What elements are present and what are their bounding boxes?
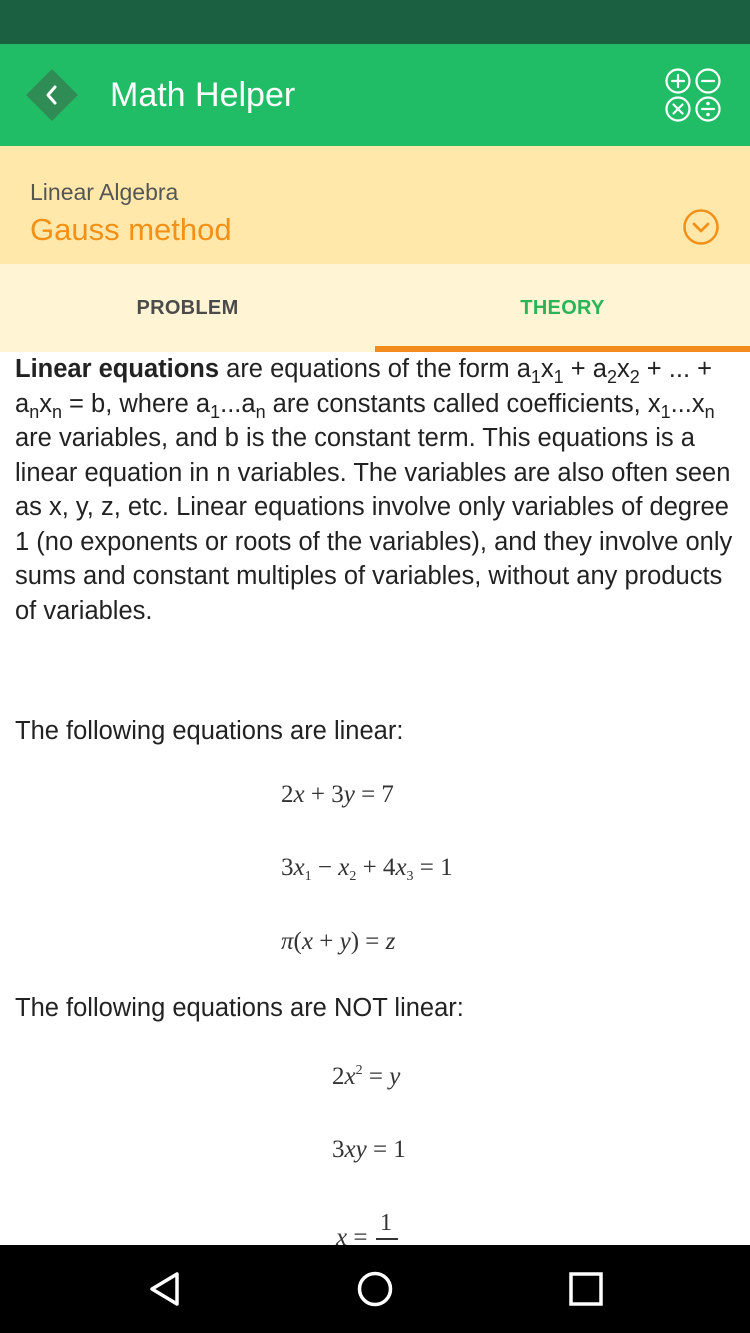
linear-heading: The following equations are linear: — [15, 717, 404, 745]
intro-subscript: n — [255, 401, 266, 422]
intro-text: ...a — [220, 389, 256, 418]
intro-subscript: n — [51, 401, 62, 422]
intro-text: x — [39, 389, 52, 418]
intro-subscript: 1 — [210, 401, 221, 422]
circle-home-icon — [353, 1267, 397, 1311]
square-recents-icon — [564, 1267, 608, 1311]
system-nav-bar — [0, 1245, 750, 1333]
intro-text: ...x — [670, 389, 705, 418]
tab-theory[interactable]: THEORY — [520, 297, 605, 319]
intro-subscript: 2 — [629, 367, 640, 387]
intro-text: = b, where a — [61, 389, 211, 418]
equation-linear-2: $3x_1 - x_2 + 4x_3 = 1$ — [281, 854, 453, 884]
intro-text: are variables, and b is the constant term. This equations is a linear equation in n variables. The variables are also often seen as x, y, z, etc. Linear equations involve only variables of degree 1 (no exponents or roots of the variables), and they involve only sums and constant multiples of variables, without any products of variables. — [15, 424, 733, 625]
tab-bar — [0, 264, 750, 352]
intro-term: Linear equations — [15, 355, 220, 383]
intro-text: x — [616, 355, 630, 383]
intro-text: + a — [563, 355, 607, 383]
intro-text: x — [540, 355, 554, 383]
intro-subscript: n — [704, 401, 715, 422]
intro-text: are equations of the form a — [219, 355, 531, 383]
chevron-left-icon — [26, 69, 78, 121]
topic-category: Linear Algebra — [30, 179, 179, 205]
chevron-down-circle-icon — [682, 208, 720, 246]
equation-linear-3: π(x + y) = z — [281, 928, 396, 955]
operations-button[interactable] — [664, 67, 722, 123]
theory-intro-paragraph — [15, 352, 735, 628]
theory-content[interactable] — [0, 352, 750, 1245]
equation-nonlinear-3-numerator: 1 — [380, 1210, 392, 1236]
nonlinear-heading: The following equations are NOT linear: — [15, 994, 464, 1022]
status-bar — [0, 0, 750, 44]
fraction-bar — [376, 1238, 398, 1240]
equation-linear-1: 2x + 3y = 7 — [281, 781, 394, 808]
nav-back-button[interactable] — [143, 1267, 187, 1311]
topic-dropdown-button[interactable] — [682, 208, 720, 246]
app-bar — [0, 44, 750, 146]
intro-text: + ... + a — [15, 355, 713, 418]
intro-subscript: 1 — [660, 401, 671, 422]
intro-text: are constants called coefficients, x — [265, 389, 661, 418]
intro-subscript: 2 — [606, 367, 617, 387]
nav-recents-button[interactable] — [564, 1267, 608, 1311]
intro-subscript: 1 — [553, 367, 564, 387]
equation-nonlinear-2: 3xy = 1 — [332, 1136, 406, 1163]
equation-nonlinear-1: $2x^2 = y$ — [332, 1063, 401, 1090]
nav-home-button[interactable] — [353, 1267, 397, 1311]
triangle-back-icon — [143, 1267, 187, 1311]
tab-problem[interactable]: PROBLEM — [136, 297, 239, 319]
topic-selector[interactable] — [0, 146, 750, 264]
topic-name: Gauss method — [30, 212, 232, 247]
equation-nonlinear-3-lhs: x = — [336, 1224, 368, 1245]
intro-subscript: n — [29, 401, 40, 422]
calculator-operations-icon — [664, 67, 722, 123]
app-title: Math Helper — [110, 76, 296, 114]
intro-subscript: 1 — [530, 367, 541, 387]
back-button[interactable] — [26, 69, 78, 121]
